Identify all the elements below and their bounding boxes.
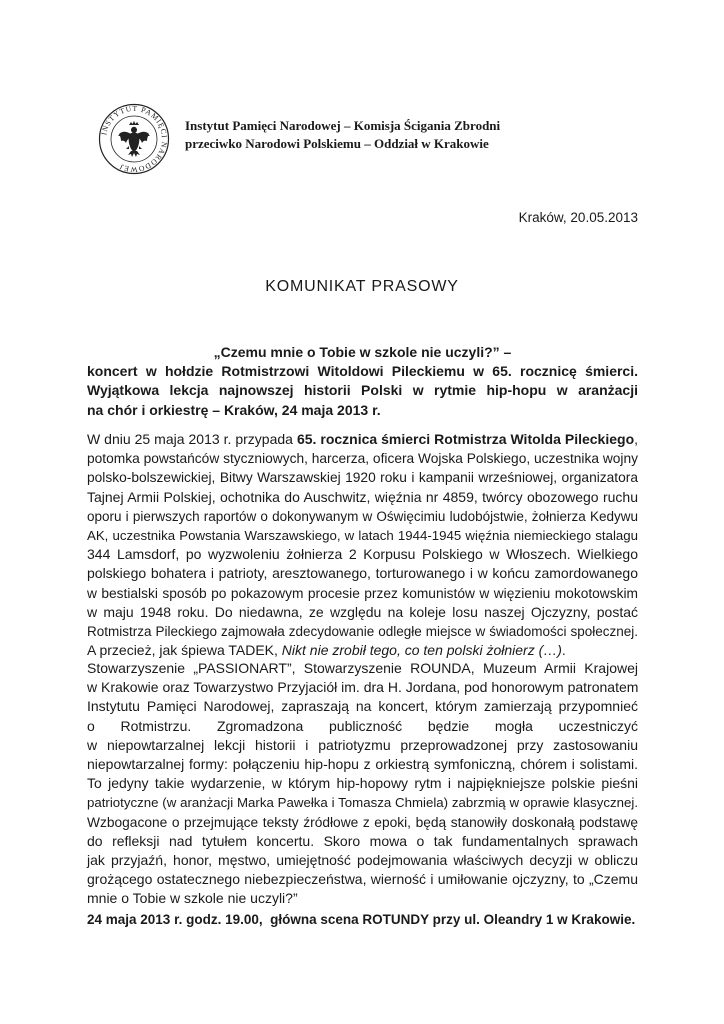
subtitle-line-2: koncert w hołdzie Rotmistrzowi Witoldowi Pileckiemu w 65. rocznicę śmierci. [87,363,638,380]
ipn-seal-logo [98,103,170,175]
paragraph-line: patriotyczne (w aranżacji Marka Pawełka i Tomasza Chmiela) zabrzmią w oprawie klasycznej. [87,795,638,811]
paragraph-line: w niepowtarzalnej lekcji historii i patriotyzmu przeprowadzonej przy zastosowaniu [87,736,638,753]
paragraph-line: Tajnej Armii Polskiej, ochotnika do Auschwitz, więźnia nr 4859, twórcy obozowego ruchu [87,488,638,505]
paragraph-line: jak przyjaźń, honor, męstwo, umiejętność podejmowania właściwych decyzji w obliczu [87,851,638,868]
paragraph-line: mnie o Tobie w szkole nie uczyli?” [87,890,298,907]
text-run: A przecież, jak śpiewa TADEK, [87,642,282,659]
paragraph-line: polskiego bohatera i patrioty, aresztowanego, torturowanego i w końcu zamordowanego [87,565,638,582]
paragraph-line: potomka powstańców styczniowych, harcerza, oficera Wojska Polskiego, uczestnika wojny [87,451,638,467]
press-release-subtitle [87,343,638,420]
paragraph-line: Stowarzyszenie „PASSIONART”, Stowarzyszenie ROUNDA, Muzeum Armii Krajowej [87,660,638,676]
paragraph-line: w maju 1948 roku. Do niedawna, ze względu na koleje losu naszej Ojczyzny, postać [87,603,638,620]
paragraph-line: w bestialski sposób po pokazowym procesie przez komunistów w więzieniu mokotowskim [87,585,638,601]
paragraph-line: AK, uczestnika Powstania Warszawskiego, w latach 1944-1945 więźnia niemieckiego stalagu [87,527,638,543]
paragraph-2 [87,659,638,908]
paragraph-line: polsko-bolszewickiej, Bitwy Warszawskiej 1920 roku i kampanii wrześniowej, organizatora [87,470,638,486]
event-details [87,910,638,929]
institution-line-2: przeciwko Narodowi Polskiemu – Oddział w Krakowie [185,136,489,151]
subtitle-line-1: „Czemu mnie o Tobie w szkole nie uczyli?” – [213,344,512,360]
event-details-line: 24 maja 2013 r. godz. 19.00, główna scena ROTUNDY przy ul. Oleandry 1 w Krakowie. [87,912,636,927]
paragraph-line: Rotmistrza Pileckiego zajmowała zdecydowanie odległe miejsce w świadomości społecznej. [87,623,638,639]
paragraph-line: Wzbogacone o przejmujące teksty źródłowe z epoki, będą stanowiły doskonałą podstawę [87,814,638,830]
paragraph-line: w Krakowie oraz Towarzystwo Przyjaciół im. dra H. Jordana, pod honorowym patronatem [87,679,639,696]
paragraph-line: Instytutu Pamięci Narodowej, zapraszają na koncert, którym zamierzają przypomnieć [87,698,638,715]
paragraph-line: oporu i pierwszych raportów o dokonywanym w Oświęcimiu ludobójstwie, żołnierza Kedywu [87,508,638,524]
paragraph-line: niepowtarzalnej formy: połączeniu hip-hopu z orkiestrą symfoniczną, chórem i solistami. [87,755,638,772]
paragraph-line [87,430,638,449]
paragraph-line: 344 Lamsdorf, po wyzwoleniu żołnierza 2 Korpusu Polskiego w Włoszech. Wielkiego [87,546,638,563]
institution-header [185,117,500,153]
subtitle-line-3: Wyjątkowa lekcja najnowszej historii Polski w rytmie hip-hopu w aranżacji [87,382,638,399]
text-run: W dniu 25 maja 2013 r. przypada [87,431,297,447]
text-run-bold: 65. rocznica śmierci Rotmistrza Witolda Pileckiego [296,431,635,447]
document-date: Kraków, 20.05.2013 [518,210,638,225]
paragraph-line: do refleksji nad tytułem koncertu. Skoro mowa o tak fundamentalnych sprawach [87,832,638,849]
paragraph-line [87,641,638,660]
paragraph-1 [87,430,638,660]
page-title: KOMUNIKAT PRASOWY [265,278,459,295]
text-run: , [634,431,639,447]
paragraph-line: grożącego ostatecznego niebezpieczeństwa, wierność i umiłowanie ojczyzny, to „Czemu [87,871,638,888]
subtitle-line-4: na chór i orkiestrę – Kraków, 24 maja 2013 r. [87,401,381,418]
institution-line-1: Instytut Pamięci Narodowej – Komisja Ścigania Zbrodni [185,118,501,133]
text-run: . [561,642,566,659]
text-run-italic: Nikt nie zrobił tego, co ten polski żołnierz (…) [281,642,562,659]
paragraph-line: o Rotmistrzu. Zgromadzona publiczność będzie mogła uczestniczyć [87,717,638,734]
svg-text:INSTYTUT PAMIĘCI NARODOWEJ: INSTYTUT PAMIĘCI NARODOWEJ [99,103,170,175]
paragraph-line: To jedyny takie wydarzenie, w którym hip-hopowy rytm i najpiękniejsze polskie pieśni [87,775,638,792]
